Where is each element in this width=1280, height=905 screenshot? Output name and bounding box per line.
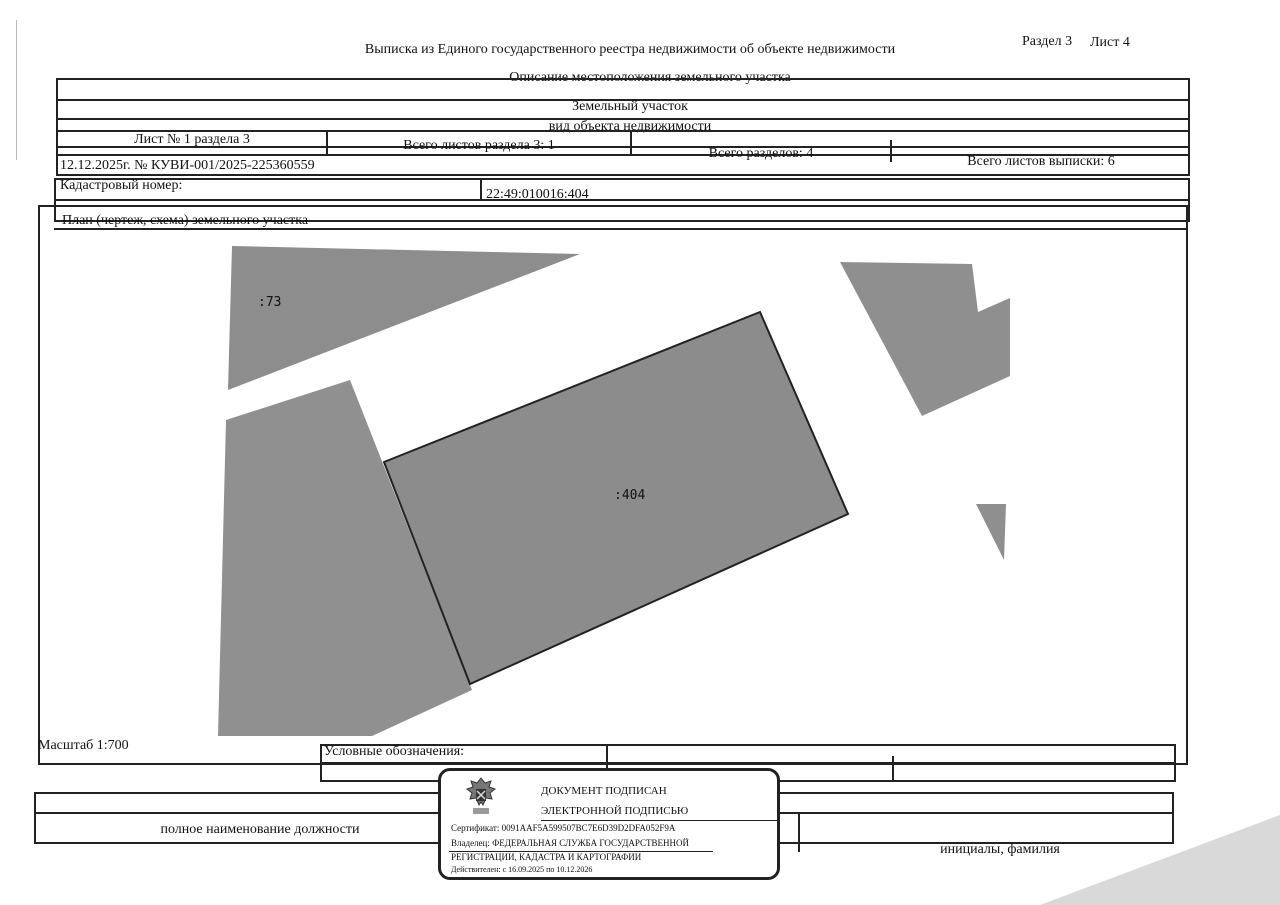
- stamp-validity: Действителен: с 16.09.2025 по 10.12.2026: [451, 865, 593, 874]
- document-subtitle: Описание местоположения земельного участка: [509, 70, 791, 85]
- object-type-value: Земельный участок: [572, 99, 688, 114]
- parcel-top-right: [840, 262, 1010, 416]
- section-number: Раздел 3: [1022, 34, 1073, 49]
- divider: [449, 851, 713, 852]
- parcel-73: [228, 246, 580, 390]
- stamp-owner-2: РЕГИСТРАЦИИ, КАДАСТРА И КАРТОГРАФИИ: [451, 852, 642, 862]
- label-parcel-404: :404: [614, 488, 646, 503]
- stamp-line-2: ЭЛЕКТРОННОЙ ПОДПИСЬЮ: [541, 805, 689, 817]
- divider: [320, 762, 1176, 764]
- sheet-number: Лист 4: [1090, 35, 1130, 50]
- stamp-line-1: ДОКУМЕНТ ПОДПИСАН: [541, 785, 667, 797]
- total-sections: Всего разделов: 4: [708, 146, 814, 161]
- label-parcel-73: :73: [258, 295, 282, 310]
- divider: [892, 756, 894, 782]
- electronic-signature-stamp: [438, 768, 780, 880]
- total-sheets-section: Всего листов раздела 3: 1: [403, 138, 555, 153]
- emblem-icon: [461, 775, 501, 817]
- total-sheets-extract: Всего листов выписки: 6: [967, 154, 1115, 169]
- date-number: 12.12.2025г. № КУВИ-001/2025-225360559: [60, 158, 315, 173]
- stamp-certificate: Сертификат: 0091AAF5A599507BC7E6D39D2DFA052F9A: [451, 823, 676, 833]
- divider: [798, 812, 800, 852]
- object-type-caption: вид объекта недвижимости: [548, 119, 712, 134]
- parcel-right-small: [976, 504, 1006, 560]
- legend-label: Условные обозначения:: [324, 744, 465, 759]
- scan-shadow: [1040, 815, 1280, 905]
- stamp-owner-1: Владелец: ФЕДЕРАЛЬНАЯ СЛУЖБА ГОСУДАРСТВЕННОЙ: [451, 838, 690, 848]
- divider: [541, 820, 779, 821]
- plan-title: План (чертеж, схема) земельного участка: [62, 213, 309, 228]
- position-caption: полное наименование должности: [160, 822, 360, 837]
- sheet-of-section: Лист № 1 раздела 3: [134, 132, 250, 147]
- initials-caption: инициалы, фамилия: [940, 842, 1060, 857]
- cadastral-number: 22:49:010016:404: [486, 187, 589, 202]
- cadastral-label: Кадастровый номер:: [60, 178, 183, 193]
- document-title: Выписка из Единого государственного реестра недвижимости об объекте недвижимости: [364, 42, 896, 57]
- scale-label: Масштаб 1:700: [38, 738, 129, 753]
